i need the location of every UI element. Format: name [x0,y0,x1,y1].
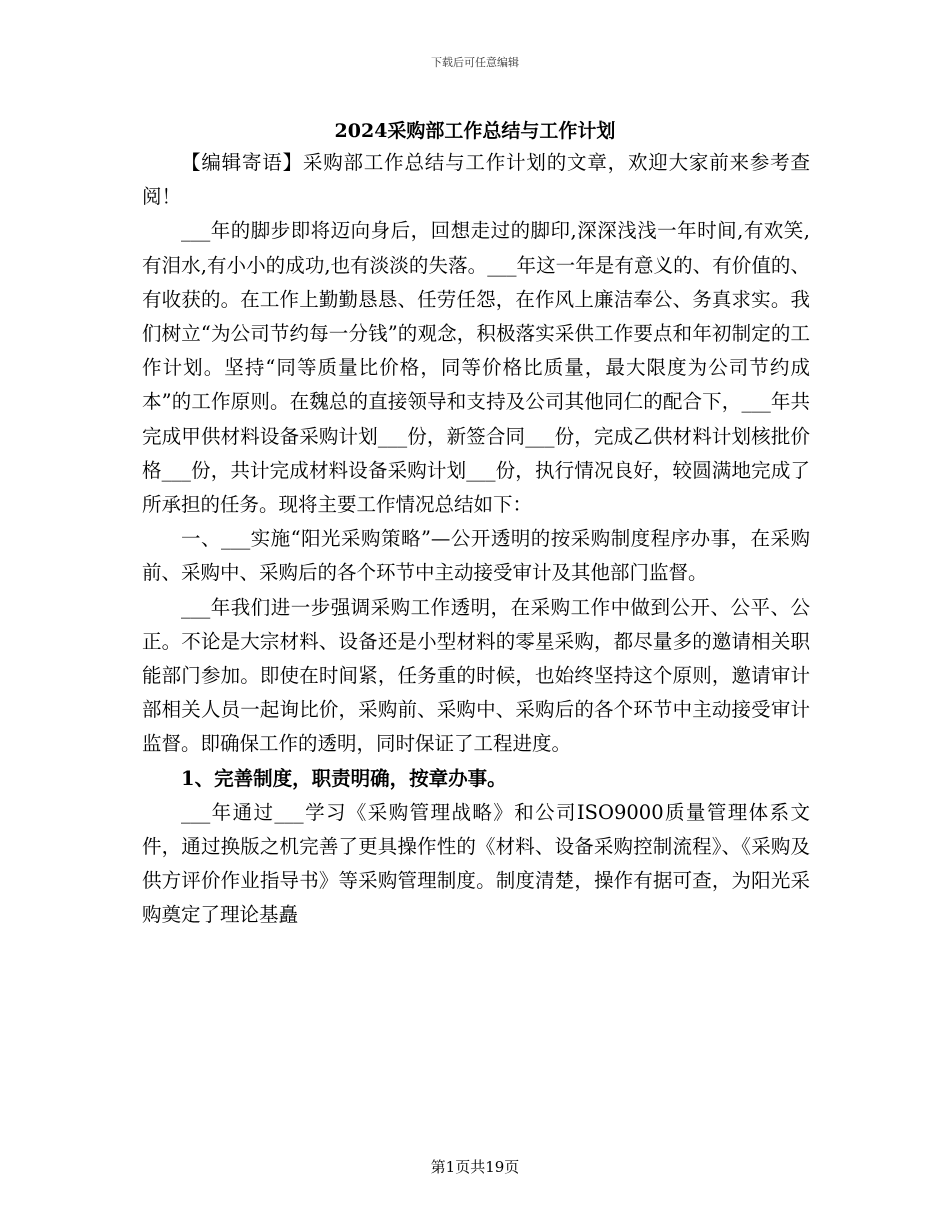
paragraph-intro: ___年的脚步即将迈向身后，回想走过的脚印,深深浅浅一年时间,有欢笑,有泪水,有小小的成功,也有淡淡的失落。___年这一年是有意义的、有价值的、有收获的。在工作上勤勤恳恳、任劳任怨，在作风上廉洁奉公、务真求实。我们树立“为公司节约每一分钱”的观念，积极落实采供工作要点和年初制定的工作计划。坚持“同等质量比价格，同等价格比质量，最大限度为公司节约成本”的工作原则。在魏总的直接领导和支持及公司其他同仁的配合下，___年共完成甲供材料设备采购计划___份，新签合同___份，完成乙供材料计划核批价格___份，共计完成材料设备采购计划___份，执行情况良好，较圆满地完成了所承担的任务。现将主要工作情况总结如下： [142,219,810,517]
paragraph-system: ___年通过___学习《采购管理战略》和公司ISO9000质量管理体系文件，通过换版之机完善了更具操作性的《材料、设备采购控制流程》、《采购及供方评价作业指导书》等采购管理制度。制度清楚，操作有据可查，为阳光采购奠定了理论基矗 [142,800,810,927]
paragraph-editor-note: 【编辑寄语】采购部工作总结与工作计划的文章，欢迎大家前来参考查阅！ [142,151,810,209]
page-footer: 第1页共19页 [430,1158,520,1176]
document-title: 2024采购部工作总结与工作计划 [334,120,616,142]
paragraph-transparency: ___年我们进一步强调采购工作透明，在采购工作中做到公开、公平、公正。不论是大宗材料、设备还是小型材料的零星采购，都尽量多的邀请相关职能部门参加。即使在时间紧，任务重的时候，也始终坚持这个原则，邀请审计部相关人员一起询比价，采购前、采购中、采购后的各个环节中主动接受审计监督。即确保工作的透明，同时保证了工程进度。 [142,595,810,756]
document-body [142,146,810,933]
header-note: 下载后可任意编辑 [431,56,519,69]
paragraph-section-one: 一、___实施“阳光采购策略”—公开透明的按采购制度程序办事，在采购前、采购中、采购后的各个环节中主动接受审计及其他部门监督。 [142,527,810,585]
section-heading: 1、完善制度，职责明确，按章办事。 [181,766,507,790]
